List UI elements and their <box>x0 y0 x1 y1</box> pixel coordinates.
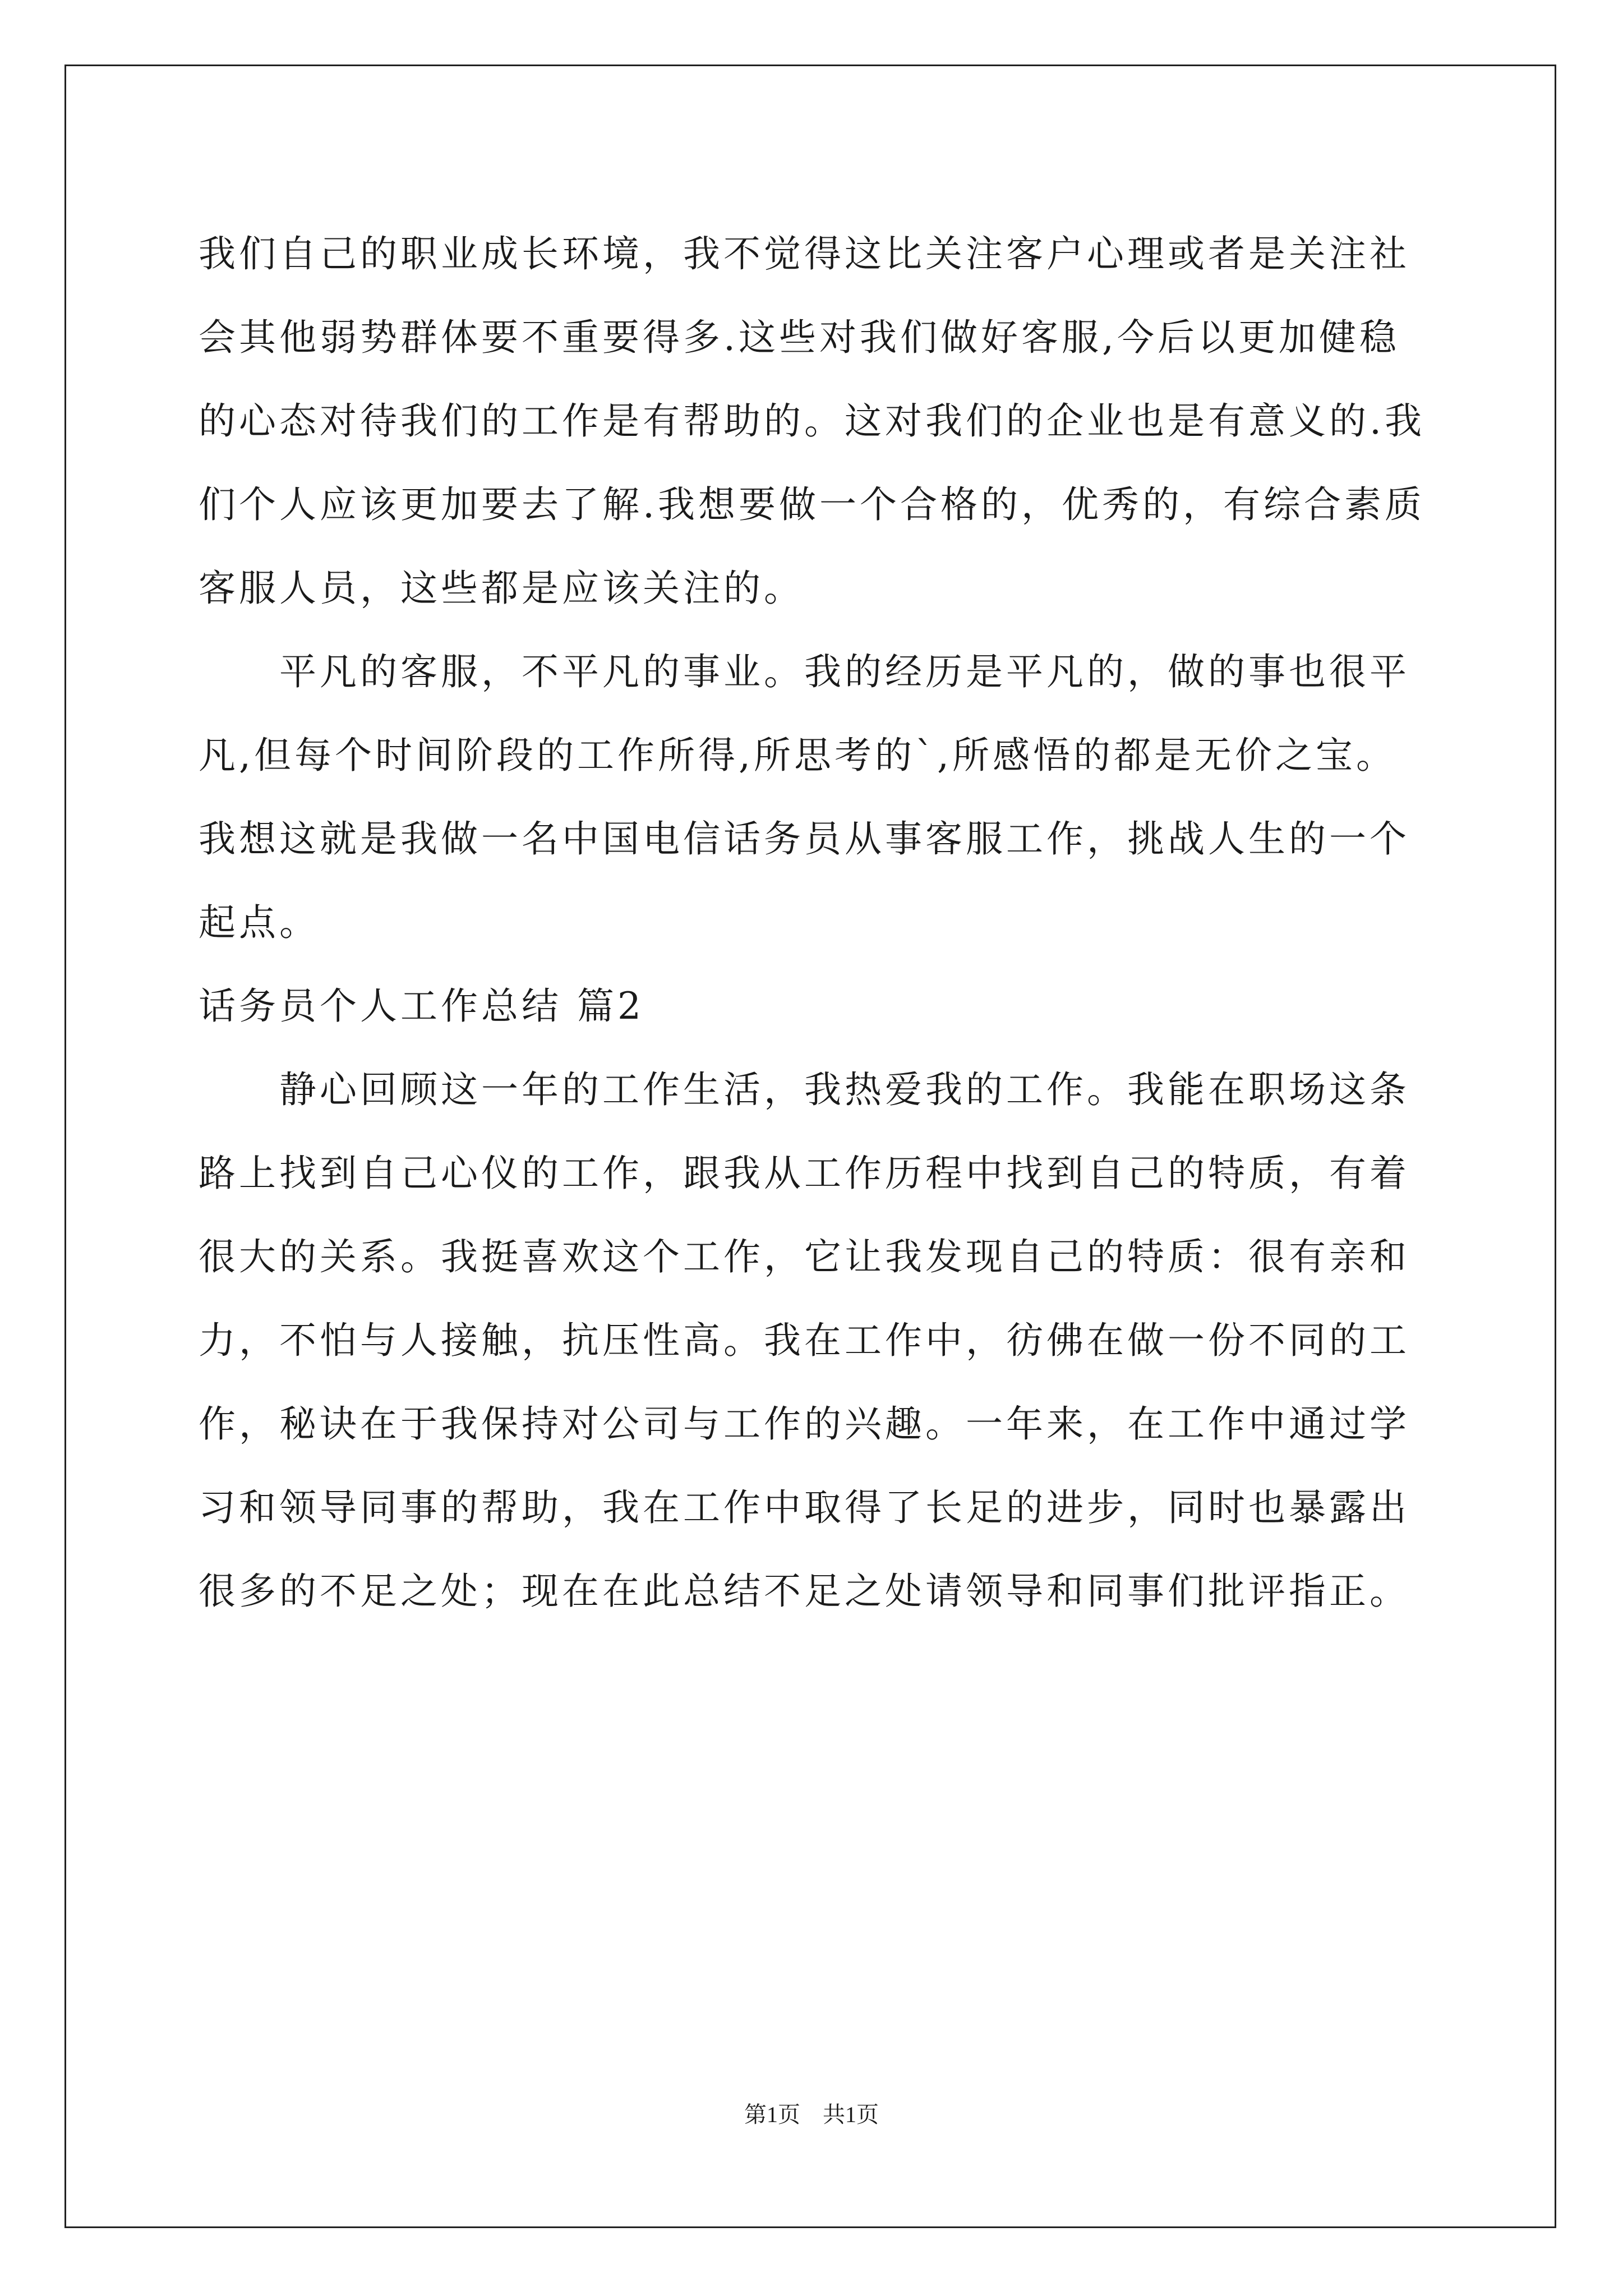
text-line: 凡,但每个时间阶段的工作所得,所思考的`,所感悟的都是无价之宝。 <box>199 734 1396 777</box>
section-heading: 话务员个人工作总结 篇2 <box>199 984 644 1028</box>
document-body <box>199 212 1430 1633</box>
text-line: 我想这就是我做一名中国电信话务员从事客服工作，挑战人生的一个 <box>199 817 1410 861</box>
page-number: 第1页 共1页 <box>744 2102 879 2127</box>
text-line: 平凡的客服，不平凡的事业。我的经历是平凡的，做的事也很平 <box>199 650 1410 693</box>
text-line: 的心态对待我们的工作是有帮助的。这对我们的企业也是有意义的.我 <box>199 399 1425 443</box>
text-line: 静心回顾这一年的工作生活，我热爱我的工作。我能在职场这条 <box>199 1068 1410 1111</box>
text-line: 客服人员，这些都是应该关注的。 <box>199 567 804 610</box>
text-line: 力，不怕与人接触，抗压性高。我在工作中，彷佛在做一份不同的工 <box>199 1319 1410 1362</box>
text-line: 很大的关系。我挺喜欢这个工作，它让我发现自己的特质：很有亲和 <box>199 1235 1410 1278</box>
text-line: 习和领导同事的帮助，我在工作中取得了长足的进步，同时也暴露出 <box>199 1486 1410 1529</box>
text-line: 我们自己的职业成长环境，我不觉得这比关注客户心理或者是关注社 <box>199 232 1410 275</box>
text-line: 作，秘诀在于我保持对公司与工作的兴趣。一年来，在工作中通过学 <box>199 1402 1410 1446</box>
text-line: 很多的不足之处；现在在此总结不足之处请领导和同事们批评指正。 <box>199 1570 1410 1613</box>
text-line: 路上找到自己心仪的工作，跟我从工作历程中找到自己的特质，有着 <box>199 1152 1410 1195</box>
text-line: 们个人应该更加要去了解.我想要做一个合格的，优秀的，有综合素质 <box>199 483 1425 526</box>
text-line: 会其他弱势群体要不重要得多.这些对我们做好客服,今后以更加健稳 <box>199 316 1400 359</box>
text-line: 起点。 <box>199 901 320 944</box>
